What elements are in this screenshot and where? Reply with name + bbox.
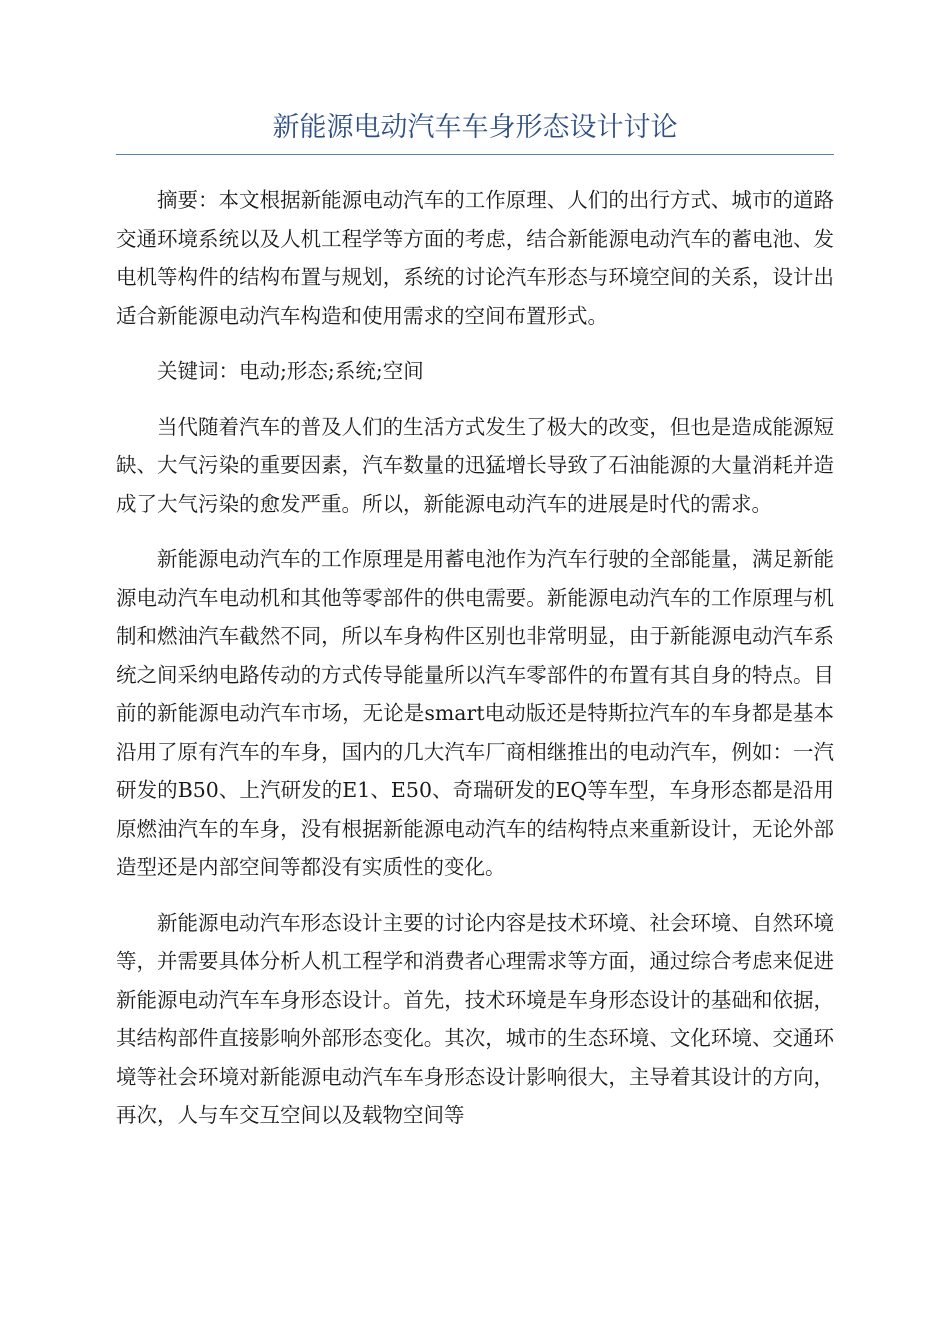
- abstract-paragraph: 摘要：本文根据新能源电动汽车的工作原理、人们的出行方式、城市的道路交通环境系统以及人机工程学等方面的考虑，结合新能源电动汽车的蓄电池、发电机等构件的结构布置与规划，系统的讨论汽车形态与环境空间的关系，设计出适合新能源电动汽车构造和使用需求的空间布置形式。: [116, 188, 834, 328]
- spacer: [116, 335, 834, 352]
- spacer: [116, 523, 834, 540]
- document-title: 新能源电动汽车车身形态设计讨论: [116, 108, 834, 155]
- spacer: [116, 391, 834, 408]
- spacer: [116, 887, 834, 904]
- document-page: [116, 108, 834, 1135]
- body-paragraph-1: 当代随着汽车的普及人们的生活方式发生了极大的改变，但也是造成能源短缺、大气污染的重要因素，汽车数量的迅猛增长导致了石油能源的大量消耗并造成了大气污染的愈发严重。所以，新能源电动汽车的进展是时代的需求。: [116, 414, 834, 516]
- spacer: [116, 155, 834, 181]
- body-paragraph-2: 新能源电动汽车的工作原理是用蓄电池作为汽车行驶的全部能量，满足新能源电动汽车电动机和其他等零部件的供电需要。新能源电动汽车的工作原理与机制和燃油汽车截然不同，所以车身构件区别也非常明显，由于新能源电动汽车系统之间采纳电路传动的方式传导能量所以汽车零部件的布置有其自身的特点。目前的新能源电动汽车市场，无论是smart电动版还是特斯拉汽车的车身都是基本沿用了原有汽车的车身，国内的几大汽车厂商相继推出的电动汽车，例如：一汽研发的B50、上汽研发的E1、E50、奇瑞研发的EQ等车型，车身形态都是沿用原燃油汽车的车身，没有根据新能源电动汽车的结构特点来重新设计，无论外部造型还是内部空间等都没有实质性的变化。: [116, 547, 834, 879]
- keywords-line: 关键词：电动;形态;系统;空间: [157, 359, 424, 383]
- body-paragraph-3: 新能源电动汽车形态设计主要的讨论内容是技术环境、社会环境、自然环境等，并需要具体分析人机工程学和消费者心理需求等方面，通过综合考虑来促进新能源电动汽车车身形态设计。首先，技术环境是车身形态设计的基础和依据，其结构部件直接影响外部形态变化。其次，城市的生态环境、文化环境、交通环境等社会环境对新能源电动汽车车身形态设计影响很大，主导着其设计的方向，再次，人与车交互空间以及载物空间等: [116, 910, 834, 1127]
